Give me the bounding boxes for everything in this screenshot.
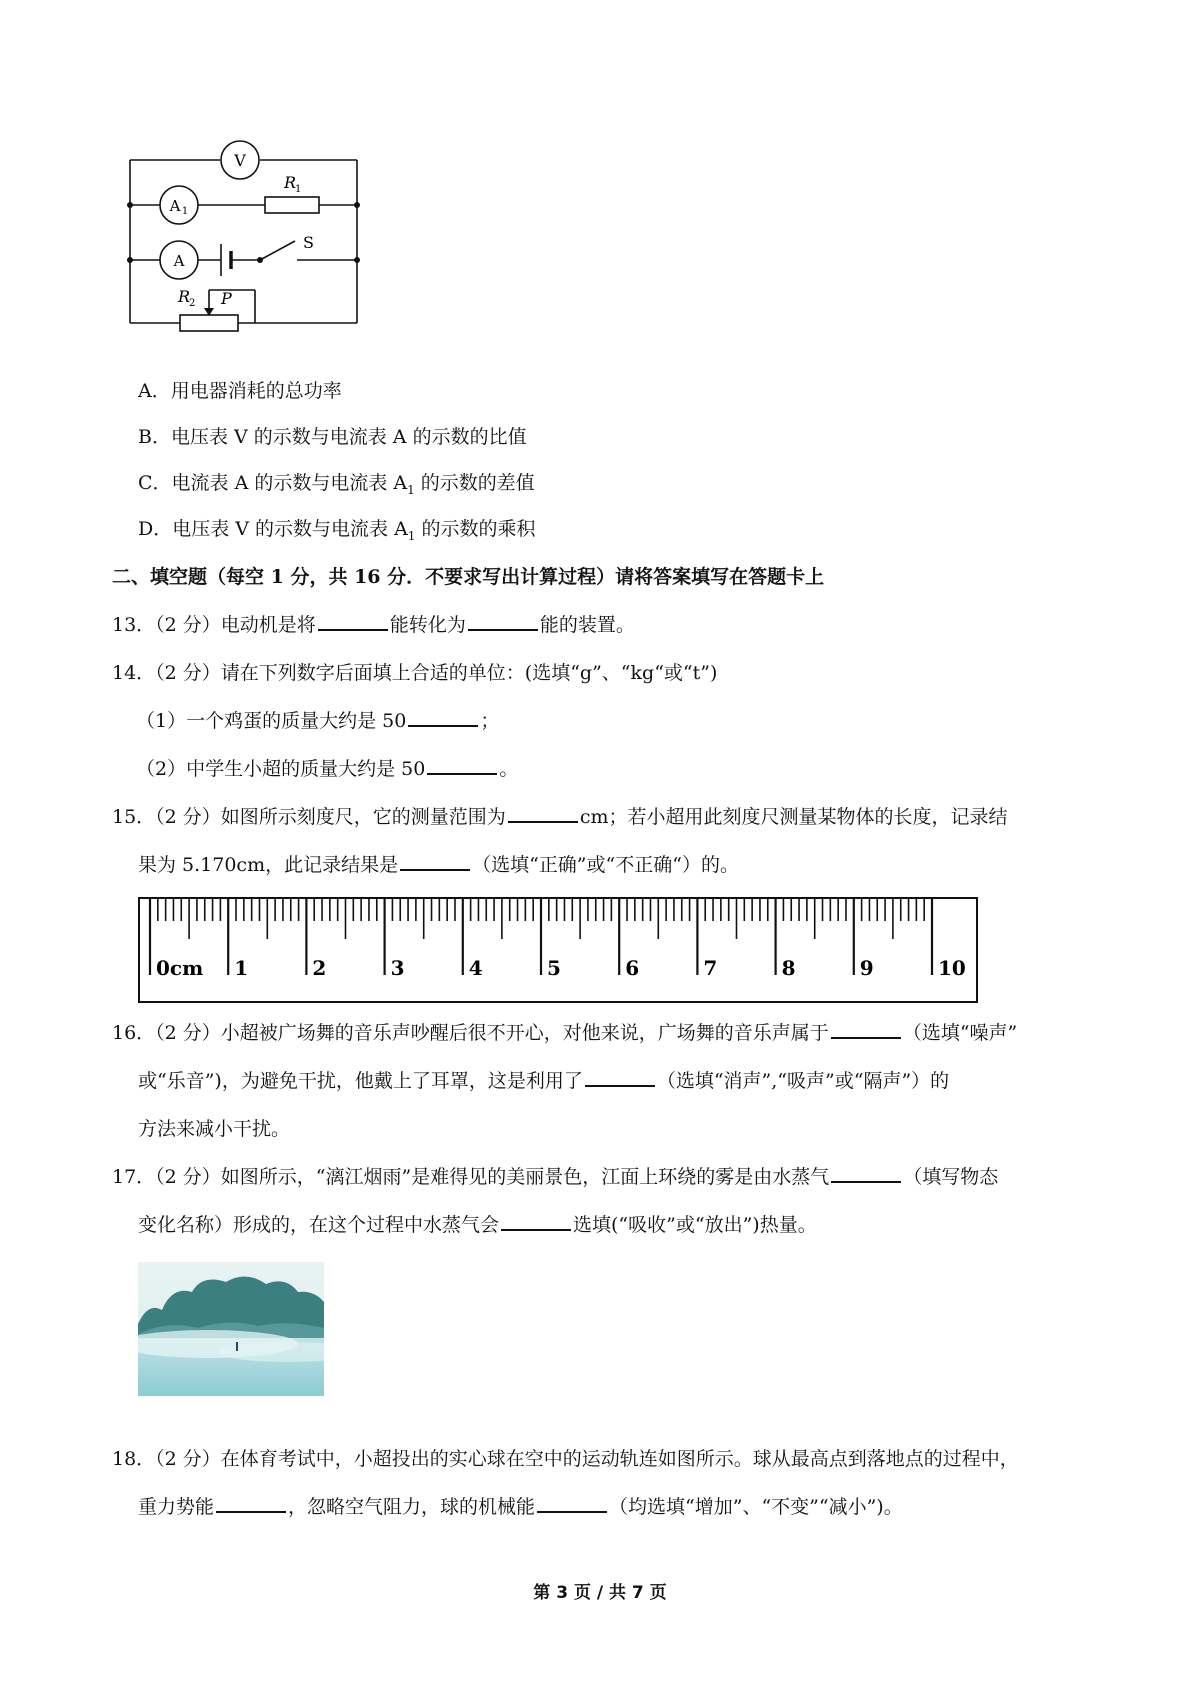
svg-text:A: A — [169, 197, 181, 215]
slider-p-label: P — [221, 289, 232, 308]
r1-label: R — [284, 173, 297, 192]
option-a: A．用电器消耗的总功率 — [138, 380, 342, 402]
ruler-label: 5 — [547, 956, 561, 980]
question-13: 13．（2 分）电动机是将 能转化为 能的装置。 — [112, 611, 635, 639]
answer-blank — [831, 1163, 901, 1183]
question-15-line-1: 15．（2 分）如图所示刻度尺，它的测量范围为 cm；若小超用此刻度尺测量某物体的长度，记录结 — [112, 803, 1007, 831]
circuit-diagram — [125, 140, 365, 355]
switch-label: S — [303, 233, 314, 252]
answer-blank — [468, 611, 538, 631]
ammeter-a1 — [160, 186, 198, 224]
answer-blank — [408, 707, 478, 727]
ammeter-a — [160, 241, 198, 279]
question-14-part-2: （2）中学生小超的质量大约是 50 。 — [136, 755, 518, 783]
question-17-line-2: 变化名称）形成的，在这个过程中水蒸气会 选填(“吸收”或“放出”)热量。 — [138, 1211, 817, 1239]
answer-blank — [216, 1493, 286, 1513]
r1-sub: 1 — [295, 184, 302, 195]
ruler-label: 0cm — [156, 956, 204, 980]
answer-blank — [585, 1067, 655, 1087]
svg-text:1: 1 — [181, 206, 189, 217]
answer-blank — [537, 1493, 607, 1513]
r2-label: R — [178, 287, 191, 306]
ruler-label: 7 — [703, 956, 718, 980]
answer-blank — [831, 1019, 901, 1039]
question-15-line-2: 果为 5.170cm，此记录结果是 （选填“正确”或“不正确“）的。 — [138, 851, 739, 879]
answer-blank — [427, 755, 497, 775]
question-14-part-1: （1）一个鸡蛋的质量大约是 50 ； — [136, 707, 499, 735]
option-d: D．电压表 V 的示数与电流表 $A_1$ 的示数的乘积 — [138, 518, 536, 543]
r2-sub: 2 — [189, 298, 196, 309]
answer-blank — [400, 851, 470, 871]
ruler-label: 4 — [468, 956, 483, 980]
option-c: C．电流表 A 的示数与电流表 $A_1$ 的示数的差值 — [138, 472, 535, 497]
answer-blank — [508, 803, 578, 823]
question-18-line-1: 18．（2 分）在体育考试中，小超投出的实心球在空中的运动轨连如图所示。球从最高点到落地点的过程中， — [112, 1448, 1019, 1470]
question-18-line-2: 重力势能 ，忽略空气阻力，球的机械能 （均选填“增加”、“不变”“减小”)。 — [138, 1493, 903, 1521]
answer-blank — [501, 1211, 571, 1231]
question-17-line-1: 17．（2 分）如图所示，“漓江烟雨”是难得见的美丽景色，江面上环绕的雾是由水蒸气 （填写物态 — [112, 1163, 998, 1191]
answer-blank — [318, 611, 388, 631]
ruler-label: 3 — [390, 956, 405, 980]
question-16-line-3: 方法来减小干扰。 — [138, 1118, 291, 1140]
ruler-label: 8 — [781, 956, 796, 980]
ruler-figure — [138, 897, 978, 1003]
ruler-label: 2 — [312, 956, 327, 980]
svg-text:A: A — [173, 252, 185, 270]
ruler-label: 1 — [234, 956, 249, 980]
question-16-line-2: 或“乐音”)，为避免干扰，他戴上了耳罩，这是利用了 （选填“消声”,“吸声”或“隔声”）的 — [138, 1067, 949, 1095]
section-title: 二、填空题（每空 1 分，共 16 分．不要求写出计算过程）请将答案填写在答题卡上 — [112, 566, 825, 588]
question-14: 14．（2 分）请在下列数字后面填上合适的单位：(选填“g”、“kg“或“t”) — [112, 662, 718, 684]
svg-text:V: V — [234, 151, 246, 170]
ruler-label: 10 — [938, 956, 966, 980]
page-footer: 第 3 页 / 共 7 页 — [533, 1583, 667, 1603]
misty-river-photo — [138, 1262, 324, 1396]
question-16-line-1: 16．（2 分）小超被广场舞的音乐声吵醒后很不开心，对他来说，广场舞的音乐声属于 （选填“噪声” — [112, 1019, 1017, 1047]
ruler-label: 9 — [859, 956, 874, 980]
voltmeter — [221, 141, 259, 179]
option-b: B．电压表 V 的示数与电流表 A 的示数的比值 — [138, 426, 527, 448]
ruler-label: 6 — [625, 956, 640, 980]
